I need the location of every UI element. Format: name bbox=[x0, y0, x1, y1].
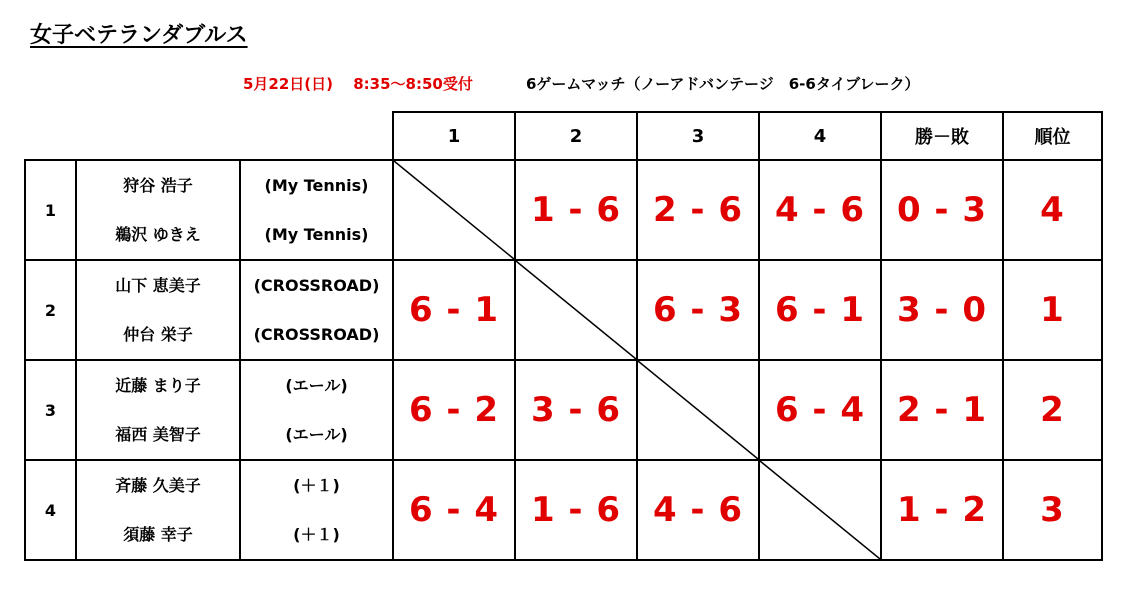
player-club: (CROSSROAD) bbox=[253, 325, 380, 344]
header-rank: 順位 bbox=[1003, 112, 1102, 160]
player-clubs bbox=[240, 160, 393, 260]
player-names bbox=[76, 160, 240, 260]
match-score: 4 - 6 bbox=[759, 160, 881, 260]
header-opponent-2: 2 bbox=[515, 112, 637, 160]
match-score: 6 - 1 bbox=[393, 260, 515, 360]
seed-number: 3 bbox=[25, 360, 76, 460]
match-score: 6 - 3 bbox=[637, 260, 759, 360]
diagonal-line bbox=[638, 361, 758, 459]
player-clubs bbox=[240, 360, 393, 460]
player-clubs bbox=[240, 260, 393, 360]
win-loss-record: 0 - 3 bbox=[881, 160, 1003, 260]
player-name: 斉藤 久美子 bbox=[115, 476, 201, 495]
header-win-loss: 勝－敗 bbox=[881, 112, 1003, 160]
player-name: 狩谷 浩子 bbox=[123, 176, 193, 195]
match-score: 2 - 6 bbox=[637, 160, 759, 260]
match-score: 1 - 6 bbox=[515, 460, 637, 560]
match-score: 6 - 4 bbox=[393, 460, 515, 560]
player-name: 山下 恵美子 bbox=[115, 276, 201, 295]
self-match-cell bbox=[393, 160, 515, 260]
rank-value: 2 bbox=[1003, 360, 1102, 460]
header-opponent-1: 1 bbox=[393, 112, 515, 160]
player-names bbox=[76, 460, 240, 560]
player-club: (＋１) bbox=[293, 476, 340, 495]
player-club: (My Tennis) bbox=[264, 176, 369, 195]
player-name: 須藤 幸子 bbox=[123, 525, 193, 544]
diagonal-line bbox=[516, 261, 636, 359]
header-opponent-4: 4 bbox=[759, 112, 881, 160]
self-match-cell bbox=[515, 260, 637, 360]
match-format-info: 6ゲームマッチ（ノーアドバンテージ 6-6タイブレーク） bbox=[526, 75, 920, 93]
match-score: 6 - 1 bbox=[759, 260, 881, 360]
player-club: (My Tennis) bbox=[264, 225, 369, 244]
match-score: 6 - 2 bbox=[393, 360, 515, 460]
player-name: 鵜沢 ゆきえ bbox=[115, 225, 201, 244]
table-row bbox=[25, 460, 1102, 560]
match-score: 6 - 4 bbox=[759, 360, 881, 460]
player-clubs bbox=[240, 460, 393, 560]
match-score: 1 - 6 bbox=[515, 160, 637, 260]
seed-number: 2 bbox=[25, 260, 76, 360]
rank-value: 3 bbox=[1003, 460, 1102, 560]
rank-value: 1 bbox=[1003, 260, 1102, 360]
header-opponent-3: 3 bbox=[637, 112, 759, 160]
self-match-cell bbox=[637, 360, 759, 460]
player-club: (エール) bbox=[285, 425, 348, 444]
table-row bbox=[25, 360, 1102, 460]
player-club: (＋１) bbox=[293, 525, 340, 544]
seed-number: 4 bbox=[25, 460, 76, 560]
win-loss-record: 1 - 2 bbox=[881, 460, 1003, 560]
player-names bbox=[76, 360, 240, 460]
win-loss-record: 2 - 1 bbox=[881, 360, 1003, 460]
diagonal-line bbox=[394, 161, 514, 259]
rank-value: 4 bbox=[1003, 160, 1102, 260]
schedule-info: 5月22日(日) 8:35～8:50受付 bbox=[243, 75, 473, 93]
match-score: 3 - 6 bbox=[515, 360, 637, 460]
player-club: (エール) bbox=[285, 376, 348, 395]
table-row bbox=[25, 160, 1102, 260]
player-name: 近藤 まり子 bbox=[115, 376, 201, 395]
self-match-cell bbox=[759, 460, 881, 560]
win-loss-record: 3 - 0 bbox=[881, 260, 1003, 360]
player-names bbox=[76, 260, 240, 360]
page-title: 女子ベテランダブルス bbox=[30, 23, 248, 48]
table-row bbox=[25, 260, 1102, 360]
player-club: (CROSSROAD) bbox=[253, 276, 380, 295]
seed-number: 1 bbox=[25, 160, 76, 260]
diagonal-line bbox=[760, 461, 880, 559]
round-robin-table bbox=[24, 111, 1103, 561]
player-name: 仲台 栄子 bbox=[123, 325, 193, 344]
player-name: 福西 美智子 bbox=[115, 425, 201, 444]
match-score: 4 - 6 bbox=[637, 460, 759, 560]
header-spacer bbox=[25, 112, 393, 160]
